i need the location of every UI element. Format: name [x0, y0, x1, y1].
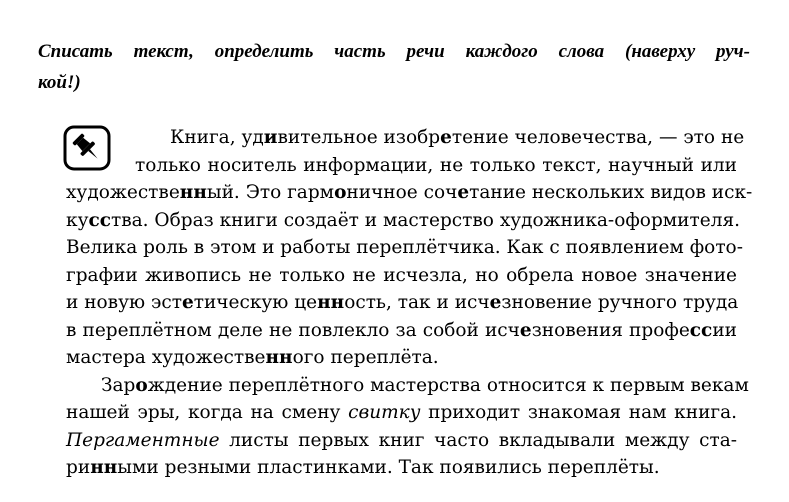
text-run: нашей эры, когда на смену	[66, 402, 349, 423]
text-run: Зар	[101, 374, 136, 396]
bold-letters: е	[181, 292, 194, 313]
text-line	[66, 152, 737, 180]
text-run: листы первых книг часто вкладывали между ста-	[219, 429, 737, 451]
text-run: графии живопись не только не исчезла, но обрела новое значение	[66, 264, 737, 286]
text-line	[66, 207, 740, 235]
bold-letters: о	[135, 374, 148, 396]
bold-letters: е	[440, 127, 452, 148]
text-run: ничное соч	[346, 182, 458, 203]
text-line	[66, 454, 737, 482]
text-run: тическую це	[193, 292, 318, 313]
text-run: ого переплёта.	[292, 347, 439, 368]
text-run: тва. Образ книги создаёт и мастерство художника-оформителя.	[110, 209, 740, 231]
bold-letters: е	[457, 182, 470, 203]
text-run: ый. Это гарм	[206, 182, 335, 203]
text-run: Велика роль в этом и работы переплётчика. Как с появлением фото-	[66, 237, 743, 258]
bold-letters: нн	[265, 347, 293, 368]
italic-word: Пергаментные	[66, 429, 220, 451]
text-run: в переплётном деле не повлекло за собой исч	[66, 319, 520, 341]
bold-letters: о	[334, 182, 347, 203]
bold-letters: нн	[317, 292, 345, 313]
text-line	[66, 289, 737, 317]
task-line: Списать текст, определить часть речи каждого слова (наверху руч-	[38, 41, 750, 62]
task-line: кой!)	[38, 72, 81, 93]
text-run: ии	[712, 319, 737, 341]
text-line	[66, 399, 737, 427]
text-line	[66, 372, 749, 400]
text-run: тание нескольких видов иск-	[469, 182, 753, 203]
text-run: приходит знакомая нам книга.	[420, 402, 737, 423]
text-run: ыми резными пластинками. Так появились переплёты.	[117, 457, 660, 478]
text-run: ку	[66, 209, 89, 231]
text-run: Книга, уд	[170, 127, 264, 148]
text-line	[66, 234, 743, 262]
text-line	[66, 179, 753, 207]
bold-letters: и	[263, 127, 278, 148]
bold-letters: сс	[88, 209, 111, 231]
text-run: ри	[66, 457, 91, 478]
text-run: зновение ручного труда	[501, 292, 739, 313]
text-run: тение человечества, — это не	[451, 127, 745, 148]
text-run: ость, так и исч	[344, 292, 490, 313]
text-line	[66, 427, 737, 455]
bold-letters: нн	[90, 457, 118, 478]
main-text	[66, 124, 753, 482]
italic-word: свитку	[348, 402, 421, 423]
bold-letters: е	[489, 292, 502, 313]
task-instruction	[38, 36, 750, 98]
text-run: мастера художестве	[66, 347, 266, 368]
text-run: художестве	[66, 182, 180, 203]
text-run: только носитель информации, не только текст, научный или	[135, 154, 737, 176]
text-run: и новую эст	[66, 292, 182, 313]
text-run: вительное изобр	[277, 127, 441, 148]
bold-letters: нн	[179, 182, 207, 203]
text-line	[66, 124, 745, 152]
text-line	[66, 344, 737, 372]
bold-letters: е	[519, 319, 532, 341]
text-run: зновения профе	[531, 319, 690, 341]
bold-letters: сс	[689, 319, 713, 341]
text-line	[66, 262, 737, 290]
text-line	[66, 317, 737, 345]
text-run: ждение переплётного мастерства относится к первым векам	[147, 374, 749, 396]
